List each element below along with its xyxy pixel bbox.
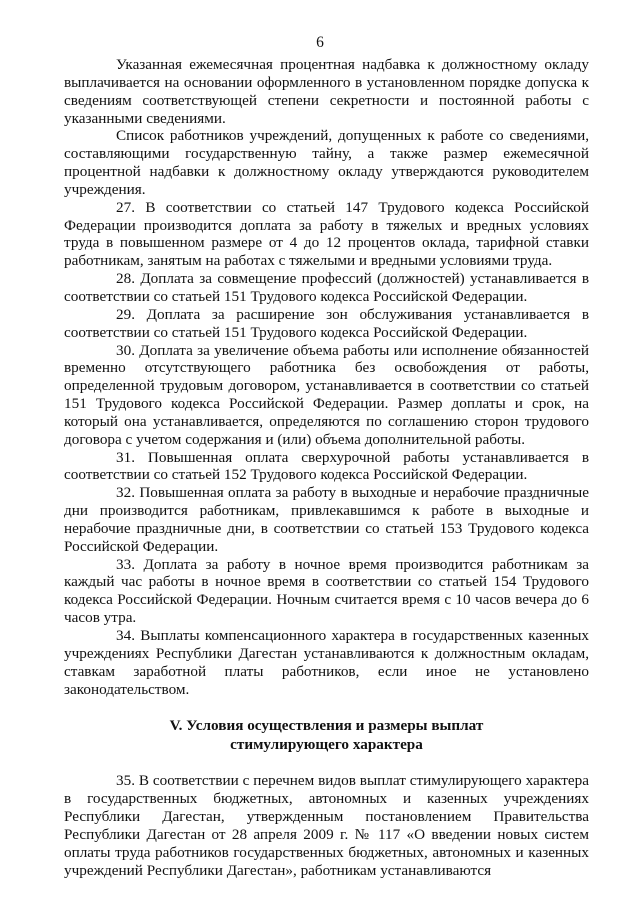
document-body bbox=[64, 56, 589, 879]
section-heading bbox=[64, 716, 589, 754]
paragraph-clause-34: 34. Выплаты компенсационного характера в государственных казенных учреждениях Республики Дагестан устанавливаются к должностным окладам, ставкам заработной платы работников, если иное не установлено законодательством. bbox=[64, 627, 589, 698]
paragraph-employee-list: Список работников учреждений, допущенных к работе со сведениями, составляющими государственную тайну, а также размер ежемесячной процентной надбавки к должностному окладу утверждаются руководителем учреждения. bbox=[64, 127, 589, 198]
paragraph-clause-31: 31. Повышенная оплата сверхурочной работы устанавливается в соответствии со статьей 152 Трудового кодекса Российской Федерации. bbox=[64, 448, 589, 484]
paragraph-clause-28: 28. Доплата за совмещение профессий (должностей) устанавливается в соответствии со статьей 151 Трудового кодекса Российской Федерации. bbox=[64, 270, 589, 305]
paragraph-clause-35: 35. В соответствии с перечнем видов выплат стимулирующего характера в государственных бюджетных, автономных и казенных учреждениях Республики Дагестан, утвержденным постановлением Правительства Республики Дагестан от 28 апреля 2009 г. № 117 «О введении новых систем оплаты труда работников государственных бюджетных, автономных и казенных учреждений Республики Дагестан», работникам устанавливаются bbox=[64, 772, 589, 879]
paragraph-clause-32: 32. Повышенная оплата за работу в выходные и нерабочие праздничные дни производится работникам, привлекавшимся к работе в выходные и нерабочие праздничные дни, в соответствии со статьей 153 Трудового кодекса Российской Федерации. bbox=[64, 484, 589, 555]
page-number: 6 bbox=[316, 34, 324, 51]
section-heading-line-1: V. Условия осуществления и размеры выплат bbox=[169, 717, 484, 735]
section-heading-line-2: стимулирующего характера bbox=[230, 736, 423, 754]
paragraph-clause-33: 33. Доплата за работу в ночное время производится работникам за каждый час работы в ночное время в соответствии со статьей 154 Трудового кодекса Российской Федерации. Ночным считается время с 10 часов вечера до 6 часов утра. bbox=[64, 555, 589, 627]
paragraph-clause-30: 30. Доплата за увеличение объема работы или исполнение обязанностей временно отсутствующего работника без освобождения от работы, определенной трудовым договором, устанавливается в соответствии со статьей 151 Трудового кодекса Российской Федерации. Размер доплаты и срок, на который она устанавливается, определяются по соглашению сторон трудового договора с учетом содержания и (или) объема дополнительной работы. bbox=[64, 341, 589, 448]
paragraph-access-allowance: Указанная ежемесячная процентная надбавка к должностному окладу выплачивается на основании оформленного в установленном порядке допуска к сведениям соответствующей степени секретности и постоянной работы с указанными сведениями. bbox=[64, 56, 589, 127]
paragraph-clause-29: 29. Доплата за расширение зон обслуживания устанавливается в соответствии со статьей 151 Трудового кодекса Российской Федерации. bbox=[64, 305, 589, 341]
paragraph-clause-27: 27. В соответствии со статьей 147 Трудового кодекса Российской Федерации производится доплата за работу в тяжелых и вредных условиях труда в повышенном размере от 4 до 12 процентов оклада, тарифной ставки работникам, занятым на работах с тяжелыми и вредными условиями труда. bbox=[64, 198, 589, 270]
